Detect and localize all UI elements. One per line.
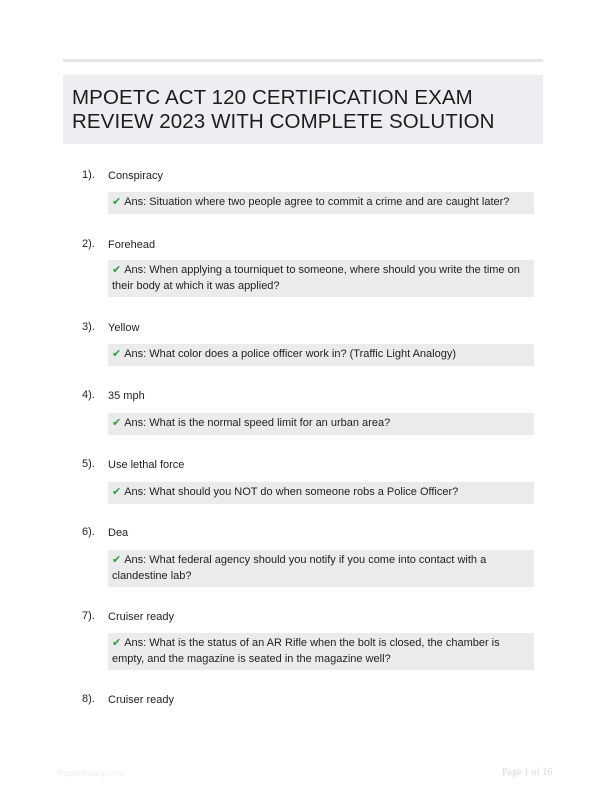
check-icon: ✔	[112, 264, 122, 276]
answer-text: Ans: What is the normal speed limit for an urban area?	[124, 417, 391, 429]
question-number: 3).	[82, 321, 95, 333]
check-icon: ✔	[112, 417, 122, 429]
answer-box	[108, 482, 534, 504]
answer-text: Ans: When applying a tourniquet to someone, where should you write the time on their body at which it was applied?	[112, 264, 520, 292]
check-icon: ✔	[112, 196, 122, 208]
answer-box	[108, 192, 534, 214]
question-number: 7).	[82, 610, 95, 622]
question-text: Yellow	[108, 322, 140, 334]
question-text: Conspiracy	[108, 170, 164, 182]
top-divider	[63, 59, 543, 62]
question-number: 5).	[82, 458, 95, 470]
check-icon: ✔	[112, 348, 122, 360]
answer-text: Ans: What is the status of an AR Rifle when the bolt is closed, the chamber is empty, and the magazine is seated in the magazine well?	[112, 637, 500, 665]
question-text: Cruiser ready	[108, 611, 175, 623]
document-title-line-1: MPOETC ACT 120 CERTIFICATION EXAM	[72, 86, 473, 109]
question-number: 4).	[82, 389, 95, 401]
check-icon: ✔	[112, 554, 122, 566]
question-text: 35 mph	[108, 390, 145, 402]
question-text: Forehead	[108, 239, 156, 251]
answer-box	[108, 344, 534, 366]
answer-box	[108, 633, 534, 670]
answer-box	[108, 550, 534, 587]
question-number: 6).	[82, 526, 95, 538]
answer-text: Ans: What federal agency should you notify if you come into contact with a clandestine lab?	[112, 554, 487, 582]
question-number: 2).	[82, 238, 95, 250]
footer-watermark: Paperlibrary.com	[57, 768, 125, 778]
answer-box	[108, 413, 534, 435]
answer-box	[108, 260, 534, 297]
page-number: Page 1 of 16	[502, 767, 553, 778]
answer-text: Ans: Situation where two people agree to commit a crime and are caught later?	[124, 196, 510, 208]
check-icon: ✔	[112, 486, 122, 498]
question-text: Dea	[108, 527, 129, 539]
question-number: 8).	[82, 693, 95, 705]
question-number: 1).	[82, 169, 95, 181]
question-text: Cruiser ready	[108, 694, 175, 706]
answer-text: Ans: What color does a police officer work in? (Traffic Light Analogy)	[124, 348, 457, 360]
document-title-line-2: REVIEW 2023 WITH COMPLETE SOLUTION	[72, 110, 495, 133]
answer-text: Ans: What should you NOT do when someone robs a Police Officer?	[124, 486, 459, 498]
check-icon: ✔	[112, 637, 122, 649]
title-banner	[63, 75, 543, 144]
question-text: Use lethal force	[108, 459, 185, 471]
